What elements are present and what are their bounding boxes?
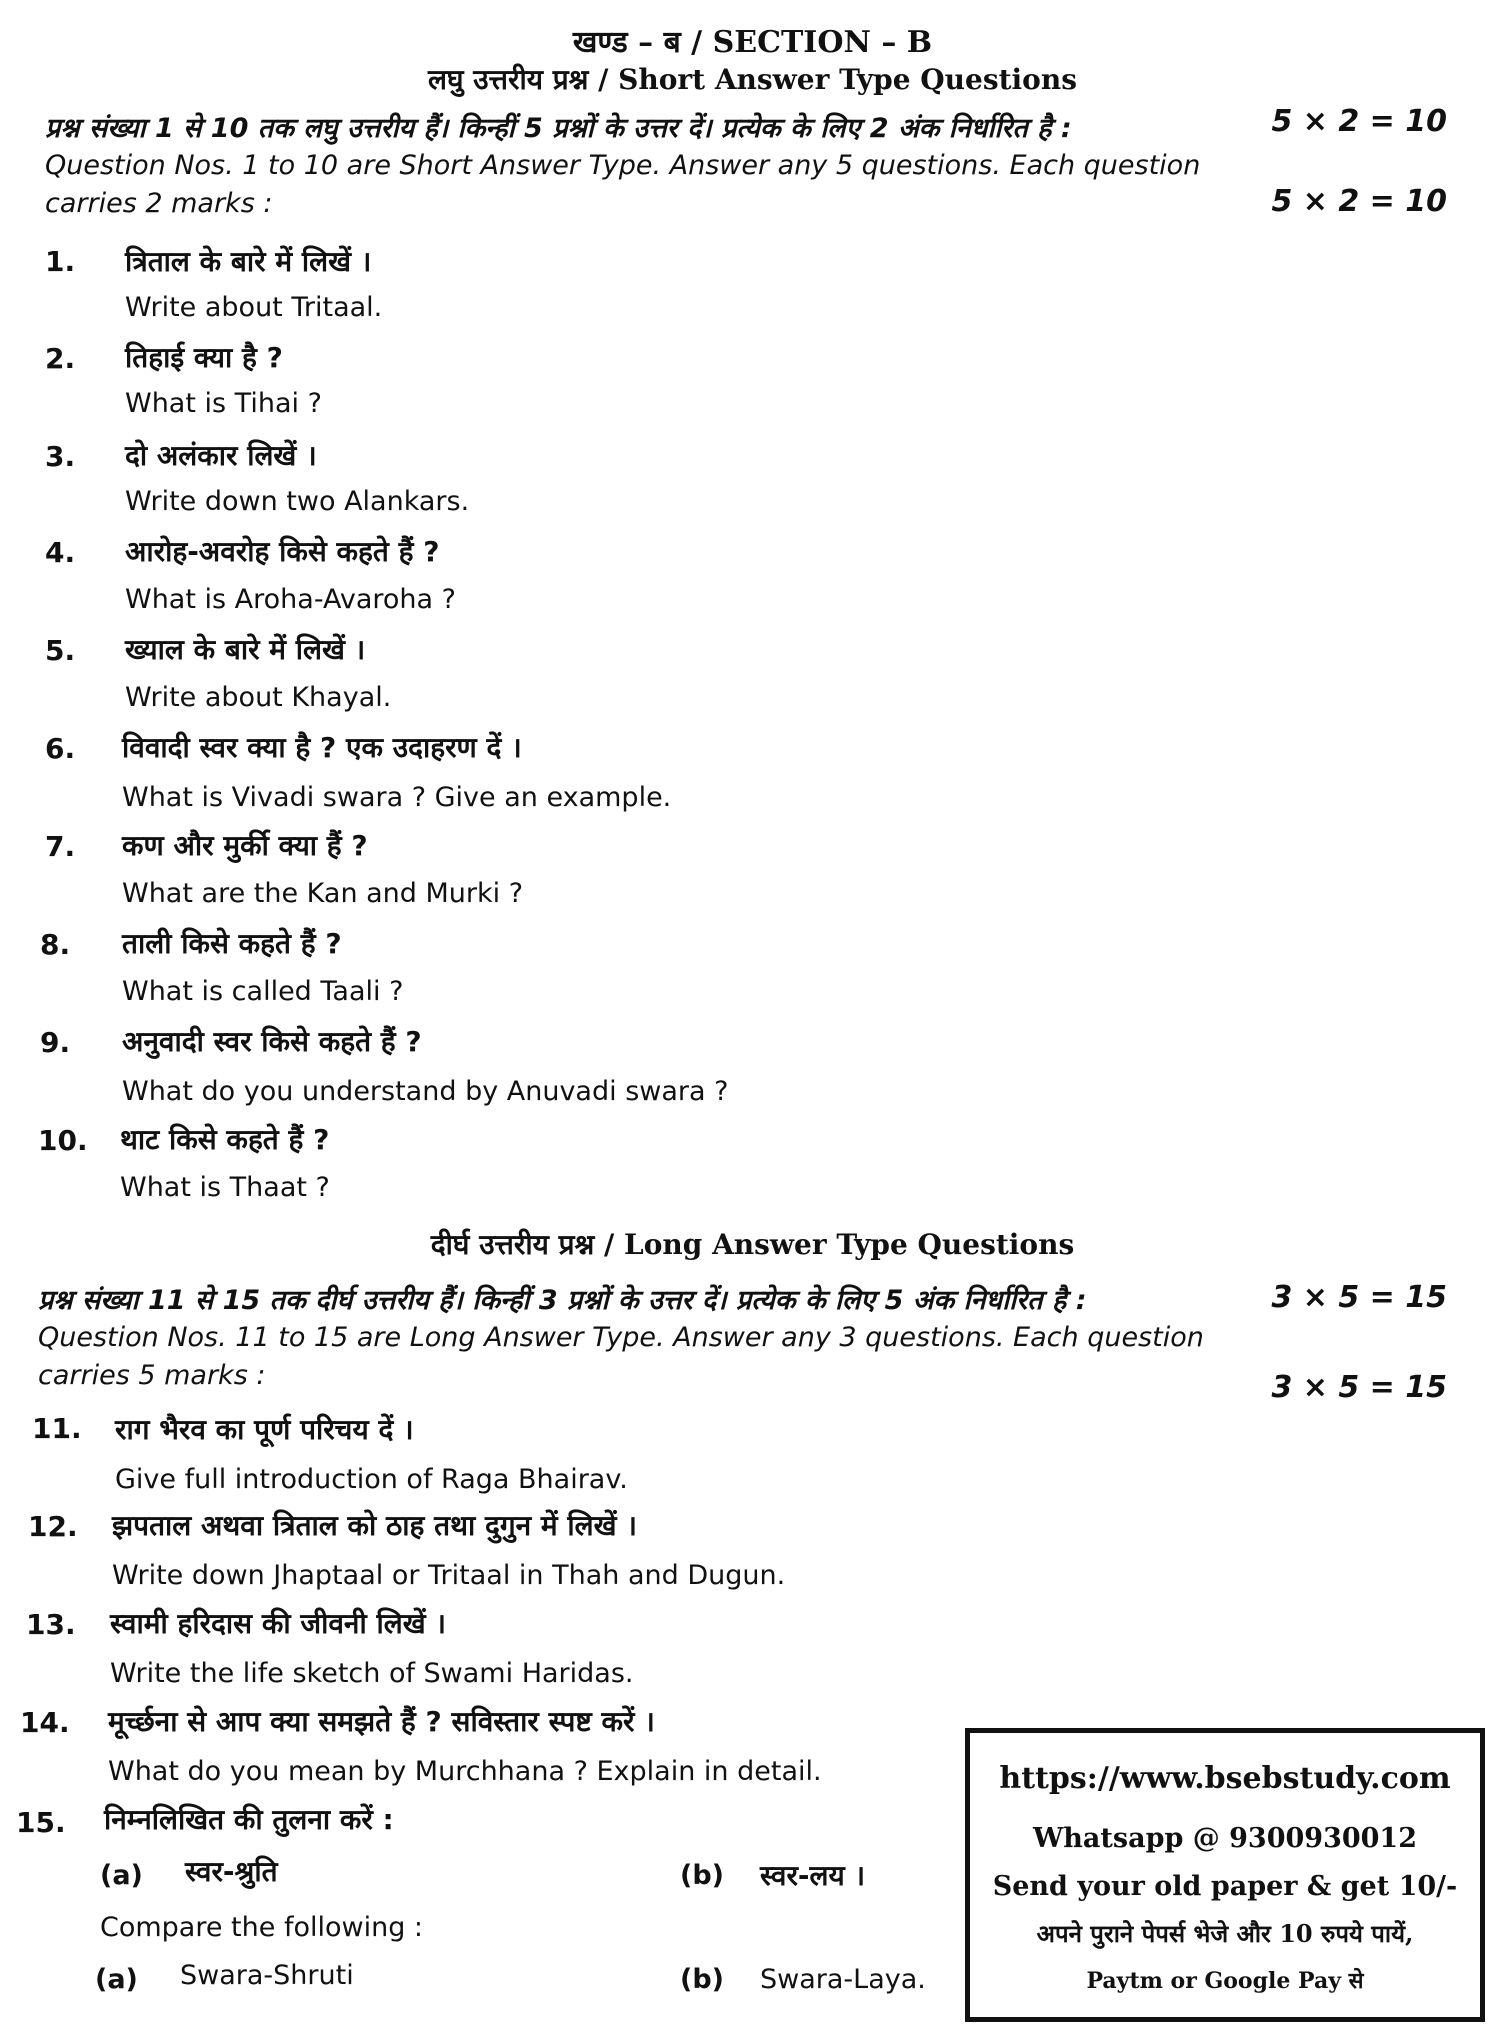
question-number: 5.: [45, 634, 76, 667]
question-hindi: तिहाई क्या है ?: [125, 341, 283, 374]
question-hindi: कण और मुर्की क्या हैं ?: [122, 829, 368, 862]
long-instructions-hindi: प्रश्न संख्या 11 से 15 तक दीर्घ उत्तरीय हैं। किन्हीं 3 प्रश्नों के उत्तर दें। प्रत्येक के लिए 5 अंक निर्धारित है :: [38, 1285, 1087, 1316]
option-b-hindi: स्वर-लय ।: [760, 1859, 866, 1892]
long-instructions-english-line2: carries 5 marks :: [38, 1360, 266, 1391]
question-number: 1.: [45, 245, 76, 278]
question-number: 6.: [45, 732, 76, 765]
question-number: 14.: [20, 1706, 70, 1739]
question-hindi: ताली किसे कहते हैं ?: [122, 927, 342, 960]
question-english: Write about Tritaal.: [125, 292, 383, 323]
question-english: Give full introduction of Raga Bhairav.: [115, 1464, 628, 1495]
option-a-label-en: (a): [95, 1964, 138, 1995]
question-number: 12.: [28, 1510, 78, 1543]
question-number: 3.: [45, 440, 76, 473]
question-number: 11.: [32, 1412, 82, 1445]
option-a-label: (a): [100, 1860, 143, 1891]
promo-whatsapp: Whatsapp @ 9300930012: [1032, 1823, 1418, 1854]
short-instructions-hindi: प्रश्न संख्या 1 से 10 तक लघु उत्तरीय हैं। किन्हीं 5 प्रश्नों के उत्तर दें। प्रत्येक के लिए 2 अंक निर्धारित है :: [45, 113, 1072, 144]
promo-line-2: अपने पुराने पेपर्स भेजे और 10 रुपये पायें,: [1036, 1919, 1414, 1948]
question-english: Write about Khayal.: [125, 682, 392, 713]
option-a-english: Swara-Shruti: [180, 1960, 354, 1991]
short-marks-english: 5 × 2 = 10: [1271, 184, 1447, 219]
long-marks-english: 3 × 5 = 15: [1271, 1370, 1447, 1405]
promo-url-link[interactable]: https://www.bsebstudy.com: [999, 1761, 1451, 1796]
question-english: What is called Taali ?: [122, 976, 404, 1007]
option-b-label: (b): [680, 1860, 725, 1891]
question-hindi: दो अलंकार लिखें ।: [125, 439, 317, 472]
short-instructions-english-line1: Question Nos. 1 to 10 are Short Answer Type. Answer any 5 questions. Each question: [45, 150, 1201, 181]
question-number: 15.: [16, 1806, 66, 1839]
short-marks-hindi: 5 × 2 = 10: [1271, 104, 1447, 139]
question-hindi: विवादी स्वर क्या है ? एक उदाहरण दें ।: [122, 731, 522, 764]
question-number: 10.: [38, 1124, 88, 1157]
question-english: What is Tihai ?: [125, 388, 322, 419]
short-answer-heading: लघु उत्तरीय प्रश्न / Short Answer Type Questions: [428, 63, 1077, 96]
question-english: Write down Jhaptaal or Tritaal in Thah and Dugun.: [112, 1560, 786, 1591]
question-number: 9.: [40, 1026, 71, 1059]
question-hindi: निम्नलिखित की तुलना करें :: [104, 1803, 394, 1836]
question-hindi: त्रिताल के बारे में लिखें ।: [125, 245, 372, 278]
question-hindi: झपताल अथवा त्रिताल को ठाह तथा दुगुन में लिखें ।: [112, 1509, 637, 1542]
question-english: What do you mean by Murchhana ? Explain in detail.: [108, 1756, 822, 1787]
option-b-label-en: (b): [680, 1964, 725, 1995]
question-hindi: ख्याल के बारे में लिखें ।: [125, 633, 366, 666]
question-number: 4.: [45, 536, 76, 569]
question-english: What is Aroha-Avaroha ?: [125, 584, 456, 615]
question-number: 2.: [45, 342, 76, 375]
option-a-hindi: स्वर-श्रुति: [185, 1855, 278, 1888]
question-hindi: अनुवादी स्वर किसे कहते हैं ?: [122, 1025, 422, 1058]
question-english: Compare the following :: [100, 1912, 424, 1943]
question-hindi: राग भैरव का पूर्ण परिचय दें ।: [115, 1413, 414, 1446]
question-english: Write down two Alankars.: [125, 486, 470, 517]
long-marks-hindi: 3 × 5 = 15: [1271, 1280, 1447, 1315]
promo-box: [965, 1728, 1485, 2022]
question-english: What do you understand by Anuvadi swara ?: [122, 1076, 729, 1107]
promo-line-1: Send your old paper & get 10/-: [992, 1871, 1458, 1902]
question-number: 13.: [26, 1608, 76, 1641]
question-hindi: आरोह-अवरोह किसे कहते हैं ?: [125, 535, 440, 568]
question-english: What is Vivadi swara ? Give an example.: [122, 782, 672, 813]
long-instructions-english-line1: Question Nos. 11 to 15 are Long Answer Type. Answer any 3 questions. Each question: [38, 1322, 1204, 1353]
question-hindi: मूर्च्छना से आप क्या समझते हैं ? सविस्तार स्पष्ट करें ।: [108, 1705, 655, 1738]
question-hindi: स्वामी हरिदास की जीवनी लिखें ।: [110, 1607, 446, 1640]
long-answer-heading: दीर्घ उत्तरीय प्रश्न / Long Answer Type Questions: [430, 1228, 1075, 1261]
question-english: What is Thaat ?: [120, 1172, 330, 1203]
short-instructions-english-line2: carries 2 marks :: [45, 188, 273, 219]
section-title: खण्ड – ब / SECTION – B: [572, 25, 933, 60]
option-b-english: Swara-Laya.: [760, 1964, 926, 1995]
question-english: Write the life sketch of Swami Haridas.: [110, 1658, 634, 1689]
question-english: What are the Kan and Murki ?: [122, 878, 524, 909]
question-number: 7.: [45, 830, 76, 863]
question-number: 8.: [40, 928, 71, 961]
question-hindi: थाट किसे कहते हैं ?: [120, 1123, 330, 1156]
promo-line-3: Paytm or Google Pay से: [1086, 1968, 1364, 1994]
